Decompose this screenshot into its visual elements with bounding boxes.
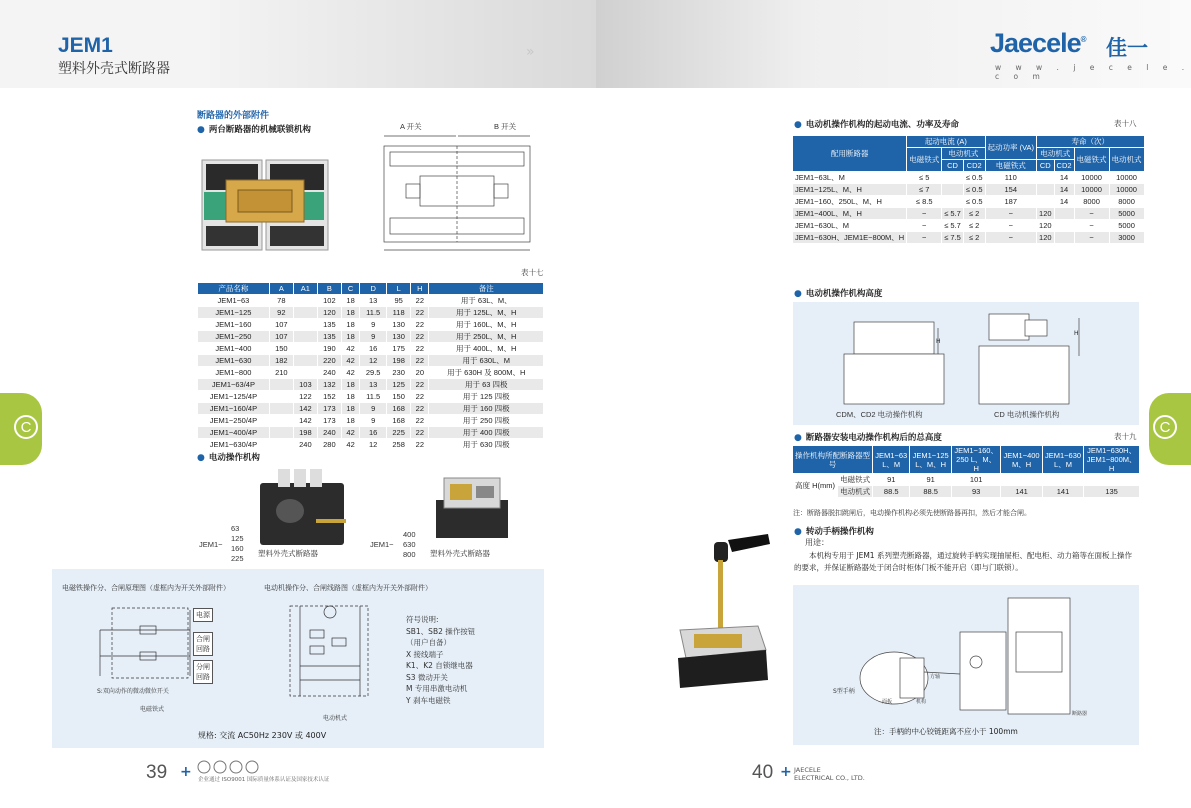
- table-cell: 22: [411, 439, 429, 451]
- cdm-drawing: [840, 308, 952, 408]
- table-cell: JEM1−63/4P: [198, 379, 270, 391]
- table-cell: 187: [985, 196, 1037, 208]
- company-name: JAECELE ELECTRICAL CO., LTD.: [794, 766, 865, 782]
- symbol-legend: 符号说明: SB1、SB2 操作按钮 （用户自备） X 接线端子 K1、K2 自锁继电器 S3 微动开关 M 专用串激电动机 Y 刹车电磁铁: [406, 615, 476, 705]
- table-cell: −: [1074, 208, 1109, 220]
- table-cell: ≤ 7: [907, 184, 942, 196]
- table-cell: ≤ 5.7: [942, 208, 964, 220]
- table-18: 配用断路器 起动电流 (A) 起动功率 (VA) 寿命（次） 电磁铁式 电动机式 电动机式 电磁铁式 电动机式 CD CD2 电磁铁式 CD CD2 JEM1−63L、M ≤ 5 ≤ 0.5 110 14 10000 10000 JEM1−125L、M、H ≤ 7 ≤ 0.5 154 14 10000 10000 JEM1−160、250L、M、H ≤ 8.5 ≤ 0.5 187 14 8000 8000 JEM1−400L、M、H − ≤ 5.7 ≤ 2 − 120 − 5000 JEM1−630L、M − ≤ 5.7 ≤ 2 − 120 − 5000 JEM1−630H、JEM1E−800M、H − ≤ 7.5 ≤ 2 − 120 − 3000: [792, 135, 1145, 244]
- table-cell: 10000: [1074, 172, 1109, 184]
- table-cell: 11.5: [360, 391, 387, 403]
- table-cell: 用于 400L、M、H: [429, 343, 544, 355]
- table-cell: 10000: [1109, 184, 1144, 196]
- header-gradient: [200, 0, 596, 88]
- table-cell: 135: [317, 331, 341, 343]
- table-cell: 93: [952, 486, 1001, 498]
- table-row: [793, 220, 1145, 232]
- table-cell: 95: [387, 295, 411, 307]
- table-cell: [293, 319, 317, 331]
- table-cell: 12: [360, 439, 387, 451]
- table-17: [197, 282, 544, 451]
- table-cell: 22: [411, 331, 429, 343]
- table-cell: 190: [317, 343, 341, 355]
- table19-note: 注：断路器脱扣跳闸后，电动操作机构必须先使断路器再扣，然后才能合闸。: [793, 509, 1031, 517]
- table-cell: ≤ 7.5: [942, 232, 964, 244]
- table-cell: 22: [411, 379, 429, 391]
- section-title: 断路器的外部附件: [197, 111, 270, 121]
- table-cell: 120: [1037, 208, 1055, 220]
- table-cell: 88.5: [873, 486, 910, 498]
- table-cell: 9: [360, 415, 387, 427]
- table-row: [793, 196, 1145, 208]
- table-cell: [1054, 208, 1074, 220]
- label-s-handle: S型手柄: [833, 688, 855, 695]
- table-cell: 电磁铁式: [838, 474, 873, 486]
- table-cell: [942, 184, 964, 196]
- table-cell: 18: [341, 403, 359, 415]
- table-cell: 18: [341, 391, 359, 403]
- table-cell: [1037, 196, 1055, 208]
- table-header-cell: D: [360, 283, 387, 295]
- chevron-icon: »: [526, 44, 532, 60]
- page-title: JEM1: [58, 34, 113, 57]
- table-cell: [293, 367, 317, 379]
- height-label-cell: 高度 H(mm): [793, 474, 838, 498]
- table-row: [198, 403, 544, 415]
- table-cell: [1037, 184, 1055, 196]
- table-header-cell: A1: [293, 283, 317, 295]
- table-cell: 用于 250 四极: [429, 415, 544, 427]
- table-row: [198, 415, 544, 427]
- table-cell: 92: [269, 307, 293, 319]
- table-cell: [269, 439, 293, 451]
- table-cell: 118: [387, 307, 411, 319]
- diag1-note: S:双向动作的微动微位开关: [97, 688, 169, 695]
- table-row: [198, 367, 544, 379]
- table-row: [198, 379, 544, 391]
- table-cell: JEM1−630L、M: [793, 220, 907, 232]
- table-cell: 用于 630H 及 800M、H: [429, 367, 544, 379]
- table-cell: JEM1−160: [198, 319, 270, 331]
- caption-cdm: CDM、CD2 电动操作机构: [836, 410, 923, 419]
- table-cell: 18: [341, 295, 359, 307]
- table-cell: ≤ 2: [963, 232, 985, 244]
- interlock-drawing: [376, 132, 538, 258]
- cert-text: 企业通过 ISO9001 国际质量体系认证及国家技术认证: [198, 777, 330, 783]
- table-cell: 用于 630L、M: [429, 355, 544, 367]
- table-cell: 22: [411, 307, 429, 319]
- table-cell: [1042, 474, 1083, 486]
- table-cell: −: [907, 232, 942, 244]
- table-cell: −: [1074, 232, 1109, 244]
- table18-label: 表十八: [1114, 119, 1137, 128]
- table-header-cell: B: [317, 283, 341, 295]
- table-cell: 22: [411, 403, 429, 415]
- table19-label: 表十九: [1114, 432, 1137, 441]
- table-cell: 9: [360, 403, 387, 415]
- motor-photo-large: [430, 470, 514, 542]
- table-cell: 11.5: [360, 307, 387, 319]
- table-cell: 18: [341, 331, 359, 343]
- table-cell: 22: [411, 295, 429, 307]
- table-cell: 22: [411, 391, 429, 403]
- table-cell: 5000: [1109, 220, 1144, 232]
- table-cell: 198: [387, 355, 411, 367]
- table-cell: 29.5: [360, 367, 387, 379]
- table-cell: JEM1−250: [198, 331, 270, 343]
- table-cell: 10000: [1074, 184, 1109, 196]
- table-cell: 14: [1054, 196, 1074, 208]
- table-cell: ≤ 0.5: [963, 196, 985, 208]
- table-header-cell: JEM1−630H、JEM1−800M、H: [1084, 446, 1140, 474]
- table-cell: [269, 403, 293, 415]
- diag1-box-open: 分闸回路: [193, 660, 213, 684]
- table-cell: 用于 125 四极: [429, 391, 544, 403]
- table-cell: ≤ 0.5: [963, 184, 985, 196]
- table-cell: 154: [985, 184, 1037, 196]
- table-cell: 14: [1054, 184, 1074, 196]
- table-row: [198, 331, 544, 343]
- table-cell: [293, 355, 317, 367]
- table-cell: 22: [411, 343, 429, 355]
- table-cell: 132: [317, 379, 341, 391]
- table-cell: 用于 63 四极: [429, 379, 544, 391]
- brand-logo-cn: 佳一: [1106, 36, 1148, 60]
- table-cell: JEM1−630: [198, 355, 270, 367]
- table-cell: 用于 160L、M、H: [429, 319, 544, 331]
- table-row: [198, 391, 544, 403]
- height-title: ● 电动机操作机构高度: [794, 289, 883, 299]
- table-cell: ≤ 2: [963, 208, 985, 220]
- table-row: [198, 307, 544, 319]
- table-cell: JEM1−160/4P: [198, 403, 270, 415]
- table-cell: 130: [387, 331, 411, 343]
- table-cell: 91: [910, 474, 952, 486]
- table17-label: 表十七: [521, 268, 544, 277]
- table-cell: 9: [360, 319, 387, 331]
- table-cell: 用于 63L、M、: [429, 295, 544, 307]
- table-cell: −: [985, 220, 1037, 232]
- table-cell: 107: [269, 331, 293, 343]
- cd-h-label: H: [1074, 330, 1079, 337]
- table-cell: JEM1−125: [198, 307, 270, 319]
- table-cell: 150: [387, 391, 411, 403]
- table-cell: 101: [952, 474, 1001, 486]
- table-row: [793, 172, 1145, 184]
- table-cell: 18: [341, 319, 359, 331]
- motor-photo-small: [256, 465, 352, 549]
- diag1-caption: 电磁铁式: [140, 706, 165, 713]
- table-cell: −: [907, 220, 942, 232]
- table-cell: JEM1−400: [198, 343, 270, 355]
- table-cell: 22: [411, 415, 429, 427]
- table-cell: 42: [341, 355, 359, 367]
- motor-a-prefix: JEM1−: [199, 540, 223, 549]
- table-cell: 42: [341, 343, 359, 355]
- table-row: [198, 355, 544, 367]
- table19-title: ● 断路器安装电动操作机构后的总高度: [794, 433, 942, 443]
- label-breaker: 断路器: [1072, 711, 1088, 717]
- table-cell: 141: [1042, 486, 1083, 498]
- cdm-h-label: H: [936, 338, 941, 345]
- motor-b-prefix: JEM1−: [370, 540, 394, 549]
- table-cell: [1001, 474, 1042, 486]
- table-row: [793, 486, 1140, 498]
- table-header-cell: JEM1−400 M、H: [1001, 446, 1042, 474]
- table-header-cell: JEM1−630 L、M: [1042, 446, 1083, 474]
- table-cell: 198: [293, 427, 317, 439]
- label-mechanism: 机构: [916, 699, 927, 705]
- cd-drawing: [975, 306, 1095, 408]
- table-cell: −: [1074, 220, 1109, 232]
- brand-url: w w w . j e c e l e . c o m: [995, 63, 1191, 81]
- table-cell: 210: [269, 367, 293, 379]
- table-cell: 88.5: [910, 486, 952, 498]
- diagram2-title: 电动机操作分、合闸线路图（虚框内为开关外部附件）: [264, 584, 432, 592]
- motor-b-caption: 塑料外壳式断路器: [430, 549, 490, 558]
- table-cell: [942, 196, 964, 208]
- table-cell: [269, 391, 293, 403]
- table-cell: 22: [411, 427, 429, 439]
- interlock-title: ● 两台断路器的机械联锁机构: [197, 125, 311, 135]
- label-panel: 面板: [882, 699, 893, 705]
- table-cell: JEM1−630H、JEM1E−800M、H: [793, 232, 907, 244]
- table-header-cell: H: [411, 283, 429, 295]
- table-header-cell: L: [387, 283, 411, 295]
- table-cell: 8000: [1074, 196, 1109, 208]
- table-cell: 42: [341, 439, 359, 451]
- table-cell: JEM1−63: [198, 295, 270, 307]
- table-cell: 18: [341, 379, 359, 391]
- table-19: [792, 445, 1140, 498]
- brand-logo: Jaecele®: [990, 28, 1086, 58]
- spec-text: 规格: 交流 AC50Hz 230V 或 400V: [198, 731, 327, 740]
- page-subtitle: 塑料外壳式断路器: [58, 61, 170, 77]
- table-cell: 220: [317, 355, 341, 367]
- table-cell: 280: [317, 439, 341, 451]
- label-switch-b: B 开关: [494, 122, 517, 131]
- table-cell: 用于 250L、M、H: [429, 331, 544, 343]
- table-cell: ≤ 5: [907, 172, 942, 184]
- caption-cd: CD 电动机操作机构: [994, 410, 1060, 419]
- diagram1-title: 电磁铁操作分、合闸原理图（虚框内为开关外部附件）: [62, 584, 230, 592]
- table-cell: 103: [293, 379, 317, 391]
- table-cell: 120: [1037, 220, 1055, 232]
- table-cell: 用于 160 四极: [429, 403, 544, 415]
- handle-title: ● 转动手柄操作机构: [794, 527, 874, 537]
- table-cell: 102: [317, 295, 341, 307]
- table-cell: ≤ 2: [963, 220, 985, 232]
- table-cell: 142: [293, 415, 317, 427]
- cert-icons: [196, 760, 276, 774]
- handle-photo: [666, 530, 776, 692]
- usage-label: 用途：: [805, 538, 829, 547]
- table-cell: [1054, 232, 1074, 244]
- table-cell: [1084, 474, 1140, 486]
- diagram2-circuit: [270, 600, 376, 712]
- table-cell: JEM1−400L、M、H: [793, 208, 907, 220]
- diag1-box-close: 合闸回路: [193, 632, 213, 656]
- table-cell: 225: [387, 427, 411, 439]
- table-cell: −: [907, 208, 942, 220]
- table-cell: 120: [1037, 232, 1055, 244]
- table-cell: JEM1−125/4P: [198, 391, 270, 403]
- table-cell: 150: [269, 343, 293, 355]
- table-cell: 10000: [1109, 172, 1144, 184]
- table-cell: [269, 427, 293, 439]
- table-header-cell: 备注: [429, 283, 544, 295]
- table-cell: 12: [360, 355, 387, 367]
- table-row: [198, 295, 544, 307]
- usage-text: 本机构专用于 JEM1 系列塑壳断路器，通过旋转手柄实现抽屉柜、配电柜、动力箱等在面板上操作的要求，并保证断路器处于闭合时柜体门板不能开启（即与门联锁）。: [794, 551, 1132, 572]
- table-cell: 5000: [1109, 208, 1144, 220]
- section-tab-left: C: [0, 393, 42, 465]
- table-cell: 13: [360, 295, 387, 307]
- table-cell: 130: [387, 319, 411, 331]
- motor-b-sizes: 400 630 800: [403, 530, 416, 559]
- table-cell: 用于 125L、M、H: [429, 307, 544, 319]
- table-cell: 42: [341, 427, 359, 439]
- table-cell: 42: [341, 367, 359, 379]
- table-header-cell: JEM1−63 L、M: [873, 446, 910, 474]
- table-cell: ≤ 0.5: [963, 172, 985, 184]
- table-cell: 22: [411, 355, 429, 367]
- table-cell: 9: [360, 331, 387, 343]
- table-cell: [1037, 172, 1055, 184]
- table-cell: −: [985, 232, 1037, 244]
- table-cell: [269, 415, 293, 427]
- table-cell: ≤ 8.5: [907, 196, 942, 208]
- diag1-box-power: 电源: [193, 608, 213, 622]
- table-cell: 240: [293, 439, 317, 451]
- table-cell: 168: [387, 415, 411, 427]
- table-cell: 182: [269, 355, 293, 367]
- diag2-caption: 电动机式: [323, 715, 348, 722]
- table-cell: 8000: [1109, 196, 1144, 208]
- page-number-left: 39: [146, 762, 168, 783]
- table-cell: 122: [293, 391, 317, 403]
- table-cell: 173: [317, 415, 341, 427]
- table-cell: JEM1−400/4P: [198, 427, 270, 439]
- plus-icon-right: +: [780, 764, 792, 780]
- table-cell: [293, 331, 317, 343]
- table-cell: 20: [411, 367, 429, 379]
- table-cell: JEM1−125L、M、H: [793, 184, 907, 196]
- table-cell: 110: [985, 172, 1037, 184]
- label-shaft: 方轴: [930, 674, 941, 680]
- table-row: [198, 319, 544, 331]
- section-tab-right: C: [1149, 393, 1191, 465]
- table-cell: 240: [317, 427, 341, 439]
- page-number-right: 40: [752, 762, 774, 783]
- table-cell: 16: [360, 343, 387, 355]
- motor-a-sizes: 63 125 160 225: [231, 524, 244, 563]
- table-cell: [293, 295, 317, 307]
- motor-title: ● 电动操作机构: [197, 453, 260, 463]
- motor-a-caption: 塑料外壳式断路器: [258, 549, 318, 558]
- table18-title: ● 电动机操作机构的起动电流、功率及寿命: [794, 120, 959, 130]
- table-row: [198, 427, 544, 439]
- table-cell: 152: [317, 391, 341, 403]
- table-cell: 258: [387, 439, 411, 451]
- table-cell: 135: [1084, 486, 1140, 498]
- table-row: [793, 474, 1140, 486]
- table-cell: [293, 307, 317, 319]
- table-row: [198, 343, 544, 355]
- table-header-cell: A: [269, 283, 293, 295]
- table-cell: 240: [317, 367, 341, 379]
- table-cell: −: [985, 208, 1037, 220]
- table-cell: 14: [1054, 172, 1074, 184]
- table-cell: JEM1−160、250L、M、H: [793, 196, 907, 208]
- table-header-cell: C: [341, 283, 359, 295]
- table-cell: 22: [411, 319, 429, 331]
- table-header-cell: JEM1−125 L、M、H: [910, 446, 952, 474]
- table-cell: [269, 379, 293, 391]
- table-cell: 142: [293, 403, 317, 415]
- table-cell: [942, 172, 964, 184]
- table-row: [793, 232, 1145, 244]
- table-cell: 107: [269, 319, 293, 331]
- table-row: [793, 184, 1145, 196]
- table-row: [198, 439, 544, 451]
- table-cell: JEM1−250/4P: [198, 415, 270, 427]
- table-cell: 125: [387, 379, 411, 391]
- table-cell: JEM1−63L、M: [793, 172, 907, 184]
- table-header-cell: 产品名称: [198, 283, 270, 295]
- table-cell: [293, 343, 317, 355]
- handle-note: 注：手柄的中心铰链距离不应小于 100mm: [874, 727, 1018, 736]
- table-cell: 78: [269, 295, 293, 307]
- table-cell: 175: [387, 343, 411, 355]
- table-cell: 141: [1001, 486, 1042, 498]
- interlock-photo: [198, 150, 338, 260]
- table-cell: 16: [360, 427, 387, 439]
- table-header-cell: 操作机构所配断路器型号: [793, 446, 873, 474]
- table-cell: 91: [873, 474, 910, 486]
- table-cell: 18: [341, 307, 359, 319]
- table-cell: JEM1−630/4P: [198, 439, 270, 451]
- table-cell: JEM1−800: [198, 367, 270, 379]
- plus-icon: +: [180, 764, 192, 780]
- table-cell: 168: [387, 403, 411, 415]
- table-cell: 用于 400 四极: [429, 427, 544, 439]
- table-cell: ≤ 5.7: [942, 220, 964, 232]
- table-cell: 3000: [1109, 232, 1144, 244]
- table-cell: 电动机式: [838, 486, 873, 498]
- table-cell: 135: [317, 319, 341, 331]
- table-cell: 用于 630 四极: [429, 439, 544, 451]
- label-switch-a: A 开关: [400, 122, 422, 131]
- table-cell: [1054, 220, 1074, 232]
- table-cell: 230: [387, 367, 411, 379]
- table-cell: 18: [341, 415, 359, 427]
- table-row: [793, 208, 1145, 220]
- table-cell: 173: [317, 403, 341, 415]
- table-header-cell: JEM1−160、250 L、M、H: [952, 446, 1001, 474]
- table-cell: 120: [317, 307, 341, 319]
- table-cell: 13: [360, 379, 387, 391]
